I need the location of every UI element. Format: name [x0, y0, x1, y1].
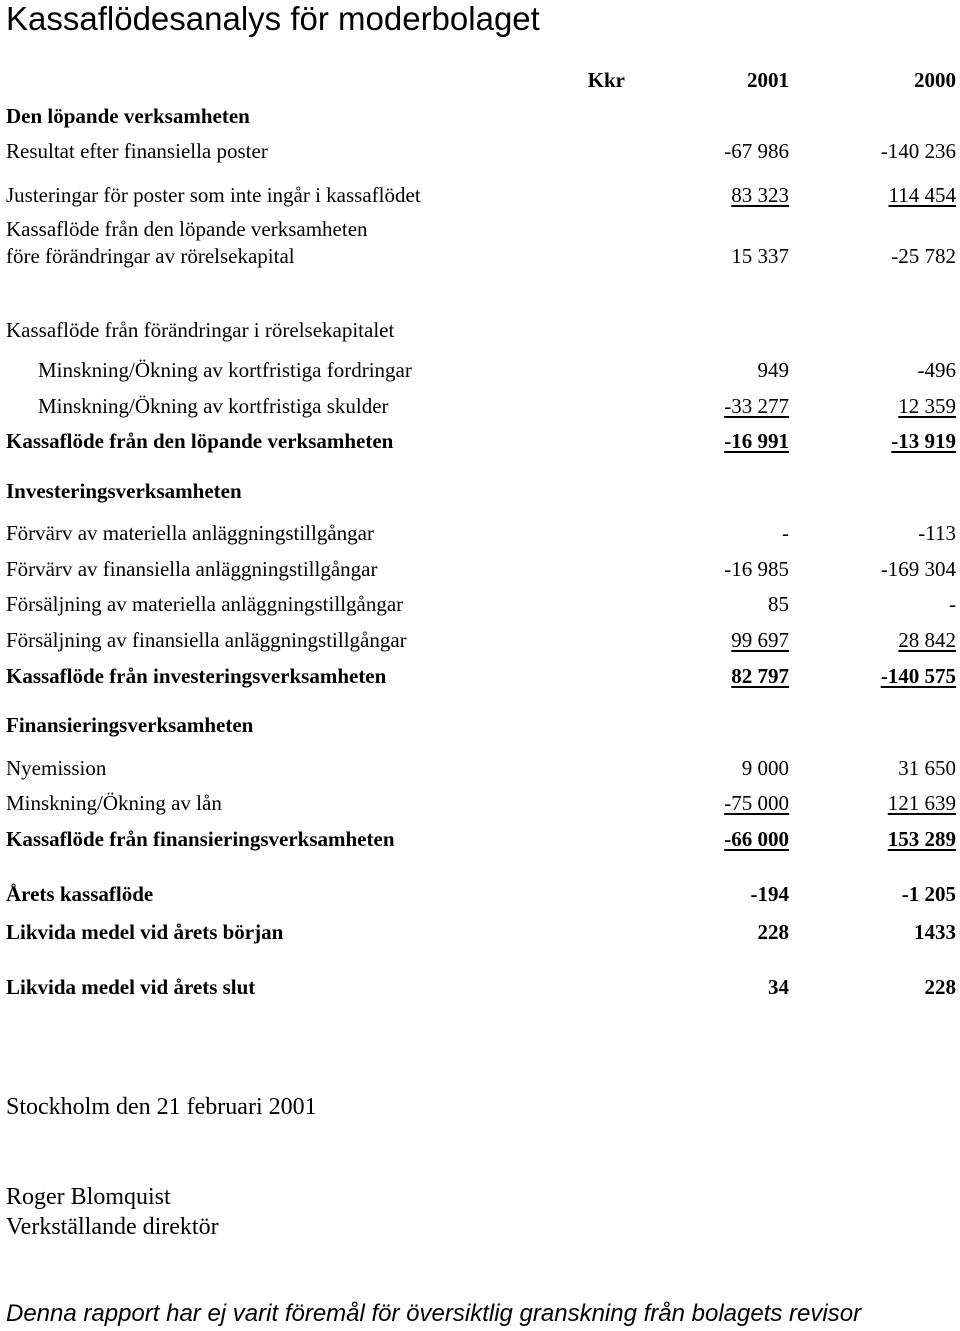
value-2001: 85 [768, 592, 789, 616]
value-2001: 949 [757, 358, 789, 382]
row-label: Finansieringsverksamheten [6, 713, 254, 737]
row-label: Investeringsverksamheten [6, 479, 242, 503]
value-2000: 31 650 [898, 756, 956, 780]
value-2001: - [782, 521, 789, 545]
value-2000: 1433 [914, 920, 956, 944]
value-2001: -16 985 [724, 557, 789, 581]
row-label: Kassaflöde från investeringsverksamheten [6, 664, 387, 688]
row-label: Minskning/Ökning av lån [6, 791, 222, 815]
year-2000-header: 2000 [914, 68, 956, 92]
value-2001: -16 991 [724, 429, 789, 453]
value-2000: 153 289 [887, 827, 956, 851]
value-2000: -25 782 [891, 244, 956, 268]
row-label: Årets kassaflöde [6, 882, 154, 906]
row-label: Nyemission [6, 756, 107, 780]
row-label: Försäljning av materiella anläggningstillgångar [6, 592, 404, 616]
signatory-title: Verkställande direktör [6, 1214, 219, 1240]
row-label: Förvärv av materiella anläggningstillgångar [6, 521, 374, 545]
value-2000: -13 919 [891, 429, 956, 453]
value-2001: -33 277 [724, 394, 789, 418]
value-2000: - [949, 592, 956, 616]
row-label: Försäljning av finansiella anläggningstillgångar [6, 628, 407, 652]
row-label: Likvida medel vid årets slut [6, 975, 256, 999]
row-label: Resultat efter finansiella poster [6, 139, 268, 163]
value-2001: -194 [750, 882, 789, 906]
signatory-name: Roger Blomquist [6, 1184, 171, 1210]
value-2001: 15 337 [731, 244, 789, 268]
value-2000: -496 [917, 358, 956, 382]
value-2001: -75 000 [724, 791, 789, 815]
value-2000: -113 [918, 521, 956, 545]
value-2000: 114 454 [888, 183, 956, 207]
place-date: Stockholm den 21 februari 2001 [6, 1094, 317, 1120]
value-2001: -66 000 [724, 827, 789, 851]
row-label: Minskning/Ökning av kortfristiga skulder [38, 394, 389, 418]
row-label: före förändringar av rörelsekapital [6, 244, 295, 268]
value-2000: 28 842 [898, 628, 956, 652]
value-2001: 83 323 [731, 183, 789, 207]
audit-note: Denna rapport har ej varit föremål för översiktlig granskning från bolagets revisor [6, 1300, 862, 1327]
row-label: Justeringar för poster som inte ingår i kassaflödet [6, 183, 421, 207]
value-2001: -67 986 [724, 139, 789, 163]
value-2000: -1 205 [901, 882, 956, 906]
value-2000: 121 639 [887, 791, 956, 815]
row-label: Likvida medel vid årets början [6, 920, 284, 944]
row-label: Kassaflöde från finansieringsverksamheten [6, 827, 395, 851]
row-label: Kassaflöde från förändringar i rörelsekapitalet [6, 318, 395, 342]
row-label: Kassaflöde från den löpande verksamheten [6, 217, 368, 241]
row-label: Minskning/Ökning av kortfristiga fordringar [38, 358, 412, 382]
year-2001-header: 2001 [747, 68, 789, 92]
value-2001: 228 [757, 920, 789, 944]
value-2001: 82 797 [731, 664, 789, 688]
value-2001: 99 697 [731, 628, 789, 652]
value-2000: -140 236 [880, 139, 956, 163]
value-2000: 12 359 [898, 394, 956, 418]
row-label: Den löpande verksamheten [6, 104, 250, 128]
value-2001: 34 [768, 975, 789, 999]
value-2000: -140 575 [880, 664, 956, 688]
row-label: Kassaflöde från den löpande verksamheten [6, 429, 394, 453]
row-label: Förvärv av finansiella anläggningstillgångar [6, 557, 378, 581]
value-2001: 9 000 [741, 756, 789, 780]
page-title: Kassaflödesanalys för moderbolaget [6, 0, 540, 37]
value-2000: 228 [924, 975, 956, 999]
unit-header: Kkr [587, 68, 625, 92]
value-2000: -169 304 [880, 557, 956, 581]
